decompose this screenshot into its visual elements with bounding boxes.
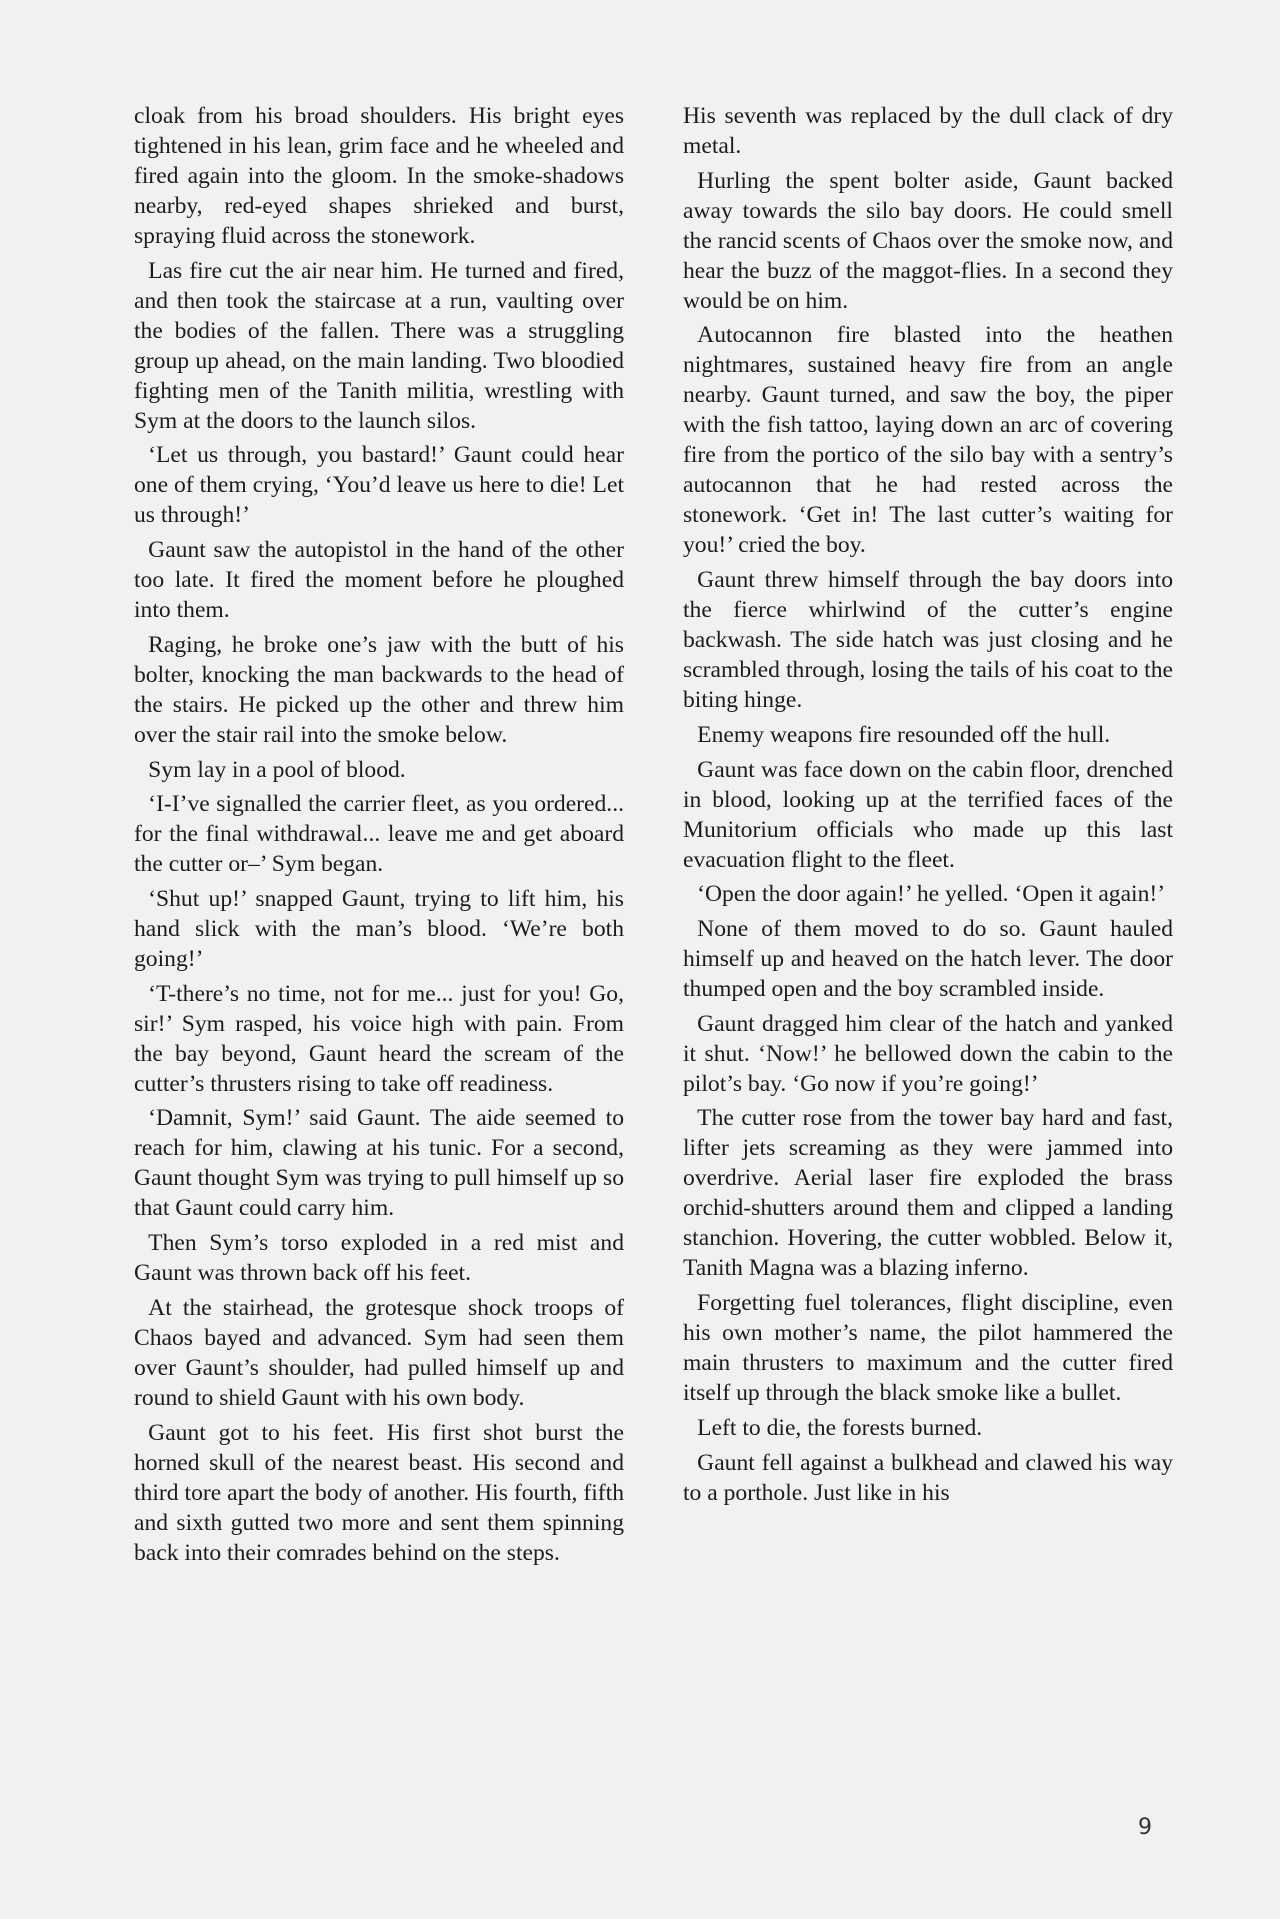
right-text-column	[683, 101, 1173, 1512]
paragraph: Gaunt got to his feet. His first shot burst the horned skull of the nearest beast. His second and third tore apart the body of another. His fourth, fifth and sixth gutted two more and sent them spinning back into their comrades behind on the steps.	[134, 1419, 624, 1566]
paragraph: The cutter rose from the tower bay hard and fast, lifter jets screaming as they were jammed into overdrive. Aerial laser fire exploded the brass orchid-shutters around them and clipped a landing stanchion. Hovering, the cutter wobbled. Below it, Tanith Magna was a blazing inferno.	[683, 1105, 1173, 1282]
paragraph: Raging, he broke one’s jaw with the butt of his bolter, knocking the man backwards to the head of the stairs. He picked up the other and threw him over the stair rail into the smoke below.	[134, 631, 624, 748]
paragraph: ‘T-there’s no time, not for me... just for you! Go, sir!’ Sym rasped, his voice high with pain. From the bay beyond, Gaunt heard the scream of the cutter’s thrusters rising to take off readiness.	[134, 980, 624, 1097]
paragraph: ‘Shut up!’ snapped Gaunt, trying to lift him, his hand slick with the man’s blood. ‘We’re both going!’	[134, 886, 624, 973]
paragraph: Hurling the spent bolter aside, Gaunt backed away towards the silo bay doors. He could smell the rancid scents of Chaos over the smoke now, and hear the buzz of the maggot-flies. In a second they would be on him.	[683, 167, 1173, 314]
paragraph: None of them moved to do so. Gaunt hauled himself up and heaved on the hatch lever. The door thumped open and the boy scrambled inside.	[683, 916, 1173, 1003]
paragraph: Gaunt dragged him clear of the hatch and yanked it shut. ‘Now!’ he bellowed down the cabin to the pilot’s bay. ‘Go now if you’re going!’	[683, 1010, 1173, 1097]
paragraph: Then Sym’s torso exploded in a red mist and Gaunt was thrown back off his feet.	[134, 1230, 624, 1287]
paragraph: Gaunt saw the autopistol in the hand of the other too late. It fired the moment before he ploughed into them.	[134, 537, 624, 624]
left-text-column	[134, 101, 624, 1572]
paragraph: ‘I-I’ve signalled the carrier fleet, as you ordered... for the final withdrawal... leave me and get aboard the cutter or–’ Sym began.	[134, 791, 624, 878]
paragraph: Enemy weapons fire resounded off the hull.	[697, 721, 1111, 748]
paragraph: ‘Damnit, Sym!’ said Gaunt. The aide seemed to reach for him, clawing at his tunic. For a second, Gaunt thought Sym was trying to pull himself up so that Gaunt could carry him.	[134, 1105, 624, 1222]
paragraph: Gaunt was face down on the cabin floor, drenched in blood, looking up at the terrified faces of the Munitorium officials who made up this last evacuation flight to the fleet.	[683, 756, 1173, 873]
paragraph: ‘Open the door again!’ he yelled. ‘Open it again!’	[697, 881, 1166, 908]
paragraph: ‘Let us through, you bastard!’ Gaunt could hear one of them crying, ‘You’d leave us here to die! Let us through!’	[134, 442, 624, 529]
paragraph: Sym lay in a pool of blood.	[148, 756, 406, 783]
paragraph: Autocannon fire blasted into the heathen nightmares, sustained heavy fire from an angle nearby. Gaunt turned, and saw the boy, the piper with the fish tattoo, laying down an arc of covering fire from the portico of the silo bay with a sentry’s autocannon that he had rested across the stonework. ‘Get in! The last cutter’s waiting for you!’ cried the boy.	[683, 322, 1173, 559]
paragraph: Forgetting fuel tolerances, flight discipline, even his own mother’s name, the pilot hammered the main thrusters to maximum and the cutter fired itself up through the black smoke like a bullet.	[683, 1290, 1173, 1407]
paragraph: cloak from his broad shoulders. His bright eyes tightened in his lean, grim face and he wheeled and fired again into the gloom. In the smoke-shadows nearby, red-eyed shapes shrieked and burst, spraying fluid across the stonework.	[134, 103, 624, 249]
paragraph: Gaunt fell against a bulkhead and clawed his way to a porthole. Just like in his	[683, 1449, 1173, 1506]
page-number: 9	[1138, 1815, 1152, 1840]
paragraph: Las fire cut the air near him. He turned and fired, and then took the staircase at a run, vaulting over the bodies of the fallen. There was a struggling group up ahead, on the main landing. Two bloodied fighting men of the Tanith militia, wrestling with Sym at the doors to the launch silos.	[134, 257, 624, 434]
paragraph: His seventh was replaced by the dull clack of dry metal.	[683, 103, 1173, 159]
paragraph: At the stairhead, the grotesque shock troops of Chaos bayed and advanced. Sym had seen them over Gaunt’s shoulder, had pulled himself up and round to shield Gaunt with his own body.	[134, 1294, 624, 1411]
paragraph: Gaunt threw himself through the bay doors into the fierce whirlwind of the cutter’s engine backwash. The side hatch was just closing and he scrambled through, losing the tails of his coat to the biting hinge.	[683, 567, 1173, 714]
paragraph: Left to die, the forests burned.	[697, 1414, 983, 1441]
